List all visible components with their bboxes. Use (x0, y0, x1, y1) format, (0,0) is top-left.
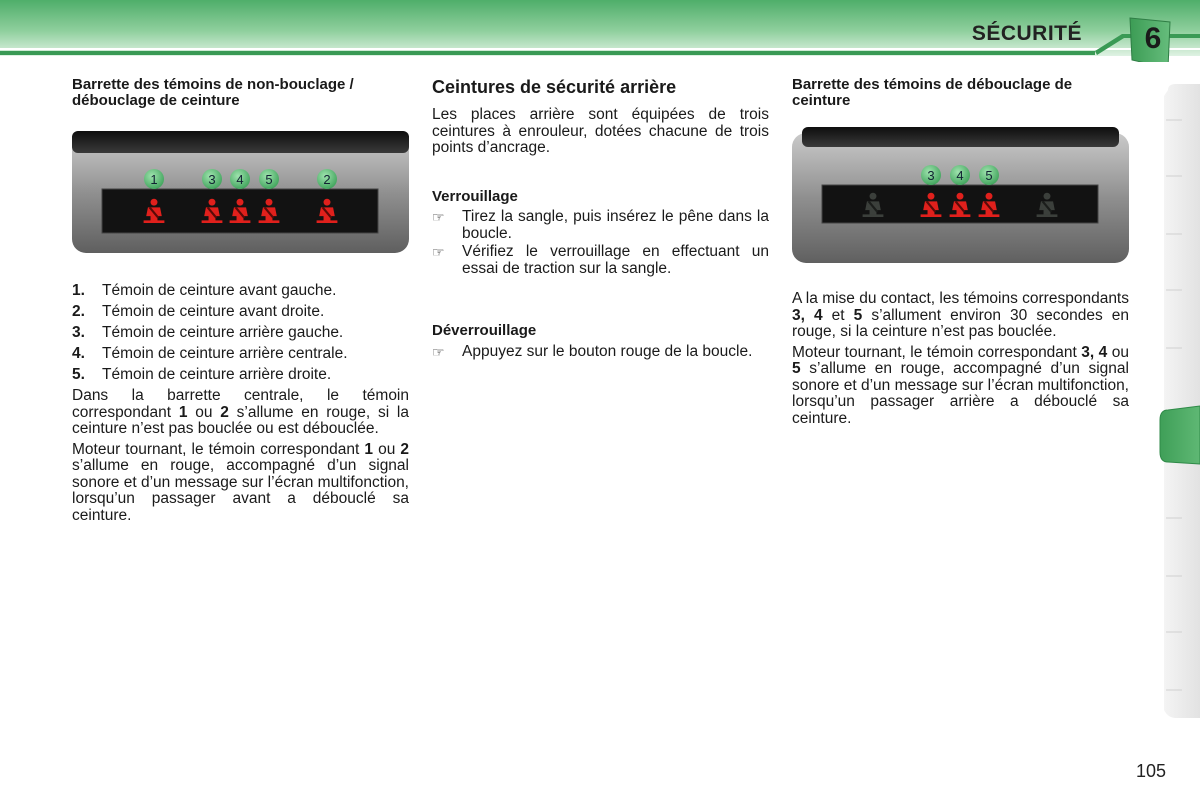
hand-pointer-icon: ☞ (432, 244, 445, 260)
page-number: 105 (1136, 761, 1167, 781)
list-item: ☞ Vérifiez le verrouillage en effectuant un essai de traction sur la sangle. (432, 243, 769, 277)
svg-text:1: 1 (150, 172, 158, 187)
svg-text:3: 3 (208, 172, 216, 187)
chapter-tabs (1158, 84, 1200, 724)
list-item: 4. Témoin de ceinture arrière centrale. (72, 345, 348, 362)
list-item: 2. Témoin de ceinture avant droite. (72, 303, 325, 320)
indicator-3 (202, 169, 222, 189)
hand-pointer-icon: ☞ (432, 343, 445, 360)
unlock-heading: Déverrouillage (432, 322, 537, 339)
svg-text:5: 5 (985, 168, 993, 183)
left-title: Barrette des témoins de non-bouclage / débouclage de ceinture (72, 76, 354, 109)
svg-text:3: 3 (927, 168, 935, 183)
indicator-legend (72, 283, 409, 384)
section-title: SÉCURITÉ (971, 22, 1082, 45)
left-paragraph-1: Dans la barrette centrale, le témoin correspondant 1 ou 2 s’allume en rouge, si la ceinture n’est pas bouclée ou est débouclée. (72, 387, 409, 437)
list-item: ☞ Appuyez sur le bouton rouge de la boucle. (432, 342, 753, 360)
indicator-1 (144, 169, 164, 189)
right-title: Barrette des témoins de débouclage de ceinture (792, 76, 1073, 109)
svg-text:5: 5 (265, 172, 273, 187)
indicator-4 (230, 169, 250, 189)
front-seatbelt-indicator-panel (72, 131, 409, 261)
rear-seatbelt-indicator-panel (792, 127, 1129, 257)
indicator-4 (950, 165, 970, 185)
indicator-labels (921, 165, 999, 185)
middle-intro: Les places arrière sont équipées de trois ceintures à enrouleur, dotées chacune de trois points d’ancrage. (432, 106, 769, 156)
indicator-5 (979, 165, 999, 185)
right-column (792, 77, 1129, 431)
indicator-2 (317, 169, 337, 189)
left-column (72, 77, 409, 528)
indicator-3 (921, 165, 941, 185)
middle-column (432, 77, 769, 362)
right-paragraph-2: Moteur tournant, le témoin correspondant 3, 4 ou 5 s’allume en rouge, accompagné d’un signal sonore et d’un message sur l’écran multifonction, lorsqu’un passager arrière a débouclé sa ceinture. (792, 343, 1129, 427)
list-item: 3. Témoin de ceinture arrière gauche. (72, 324, 344, 341)
middle-title: Ceintures de sécurité arrière (432, 77, 677, 97)
svg-text:2: 2 (323, 172, 331, 187)
lock-heading: Verrouillage (432, 187, 518, 205)
svg-text:4: 4 (956, 168, 964, 183)
hand-pointer-icon: ☞ (432, 209, 445, 225)
list-item: 5. Témoin de ceinture arrière droite. (72, 366, 332, 383)
indicator-5 (259, 169, 279, 189)
list-item: ☞ Tirez la sangle, puis insérez le pêne dans la boucle. (432, 208, 769, 242)
svg-text:4: 4 (236, 172, 244, 187)
list-item: 1. Témoin de ceinture avant gauche. (72, 282, 337, 299)
right-paragraph-1: A la mise du contact, les témoins correspondants 3, 4 et 5 s’allument environ 30 secondes en rouge, si la ceinture n’est pas bouclée. (792, 290, 1129, 340)
left-paragraph-2: Moteur tournant, le témoin correspondant 1 ou 2 s’allume en rouge, accompagné d’un signal sonore et d’un message sur l’écran multifonction, lorsqu’un passager avant a débouclé sa ceinture. (72, 440, 409, 524)
chapter-number: 6 (1144, 22, 1162, 55)
